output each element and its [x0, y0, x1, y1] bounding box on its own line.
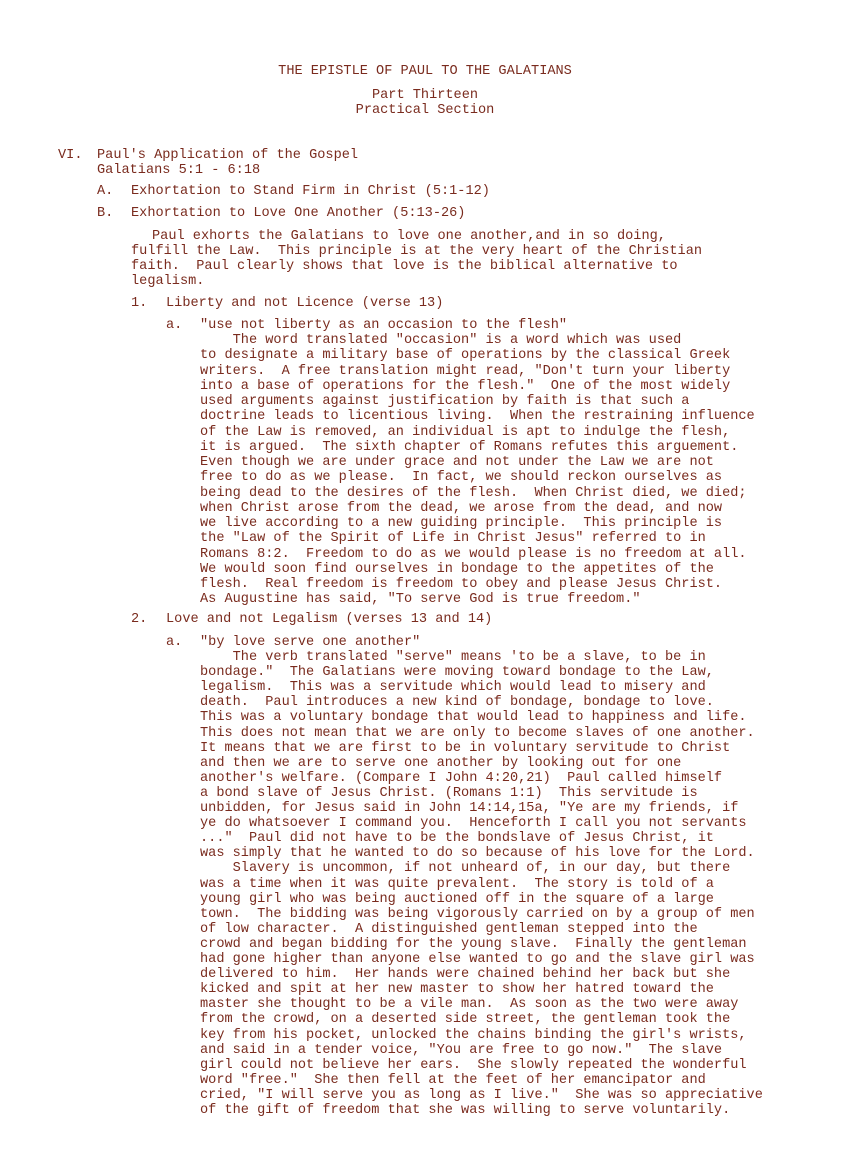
point1-number: 1.	[131, 296, 148, 311]
body-line: As Augustine has said, "To serve God is true freedom."	[200, 592, 641, 608]
body-line: to designate a military base of operations by the classical Greek	[200, 348, 731, 364]
outline-b-text: Exhortation to Love One Another (5:13-26)	[131, 206, 466, 221]
body-line: kicked and spit at her new master to show her hatred toward the	[200, 982, 714, 998]
point1-title: Liberty and not Licence (verse 13)	[166, 296, 444, 311]
body-line: girl could not believe her ears. She slowly repeated the wonderful	[200, 1057, 747, 1073]
point1-sub-quote: "use not liberty as an occasion to the flesh"	[200, 318, 568, 333]
intro-line: faith. Paul clearly shows that love is the biblical alternative to	[131, 259, 678, 274]
body-line: ye do whatsoever I command you. Henceforth I call you not servants	[200, 816, 747, 832]
outline-roman-number: VI.	[58, 148, 83, 163]
body-line: doctrine leads to licentious living. When the restraining influence	[200, 409, 755, 425]
body-line: of low character. A distinguished gentleman stepped into the	[200, 921, 698, 937]
body-line: was a time when it was quite prevalent. The story is told of a	[200, 876, 714, 892]
body-line: flesh. Real freedom is freedom to obey and please Jesus Christ.	[200, 577, 723, 592]
body-line: the "Law of the Spirit of Life in Christ Jesus" referred to in	[200, 531, 706, 547]
body-line: Slavery is uncommon, if not unheard of, in our day, but there	[200, 861, 731, 877]
body-line: word "free." She then fell at the feet of her emancipator and	[200, 1072, 706, 1088]
body-line: crowd and began bidding for the young slave. Finally the gentleman	[200, 936, 747, 952]
body-line: being dead to the desires of the flesh. When Christ died, we died;	[200, 485, 747, 501]
body-line: free to do as we please. In fact, we should reckon ourselves as	[200, 470, 723, 486]
body-line: This was a voluntary bondage that would lead to happiness and life.	[200, 710, 747, 726]
body-line: when Christ arose from the dead, we arose from the dead, and now	[200, 500, 723, 516]
section-heading: Practical Section	[355, 103, 495, 118]
body-line: It means that we are first to be in voluntary servitude to Christ	[200, 740, 731, 756]
document-title: THE EPISTLE OF PAUL TO THE GALATIANS	[278, 64, 572, 79]
outline-roman-title: Paul's Application of the Gospel	[97, 148, 359, 163]
body-line: was simply that he wanted to do so because of his love for the Lord.	[200, 846, 755, 862]
body-line: unbidden, for Jesus said in John 14:14,15a, "Ye are my friends, if	[200, 801, 739, 816]
intro-line: legalism.	[131, 274, 205, 289]
body-line: Romans 8:2. Freedom to do as we would please is no freedom at all.	[200, 546, 747, 562]
body-line: another's welfare. (Compare I John 4:20,21) Paul called himself	[200, 770, 723, 786]
body-line: young girl who was being auctioned off in the square of a large	[200, 891, 714, 907]
point2-sub-label: a.	[166, 635, 183, 650]
body-line: bondage." The Galatians were moving toward bondage to the Law,	[200, 665, 714, 681]
point1-sub-label: a.	[166, 318, 183, 333]
outline-b-label: B.	[97, 206, 114, 221]
body-line: This does not mean that we are only to become slaves of one another.	[200, 725, 755, 741]
body-line: of the gift of freedom that she was willing to serve voluntarily.	[200, 1103, 731, 1118]
body-line: ..." Paul did not have to be the bondslave of Jesus Christ, it	[200, 831, 714, 847]
body-line: Even though we are under grace and not under the Law we are not	[200, 455, 714, 470]
body-line: master she thought to be a vile man. As soon as the two were away	[200, 997, 739, 1013]
body-line: and said in a tender voice, "You are free to go now." The slave	[200, 1042, 723, 1058]
body-line: delivered to him. Her hands were chained behind her back but she	[200, 967, 731, 983]
body-line: key from his pocket, unlocked the chains binding the girl's wrists,	[200, 1027, 747, 1043]
part-heading: Part Thirteen	[371, 88, 479, 103]
body-line: had gone higher than anyone else wanted to go and the slave girl was	[200, 952, 755, 967]
intro-line: fulfill the Law. This principle is at the very heart of the Christian	[131, 244, 703, 259]
body-line: into a base of operations for the flesh." One of the most widely	[200, 378, 731, 394]
body-line: it is argued. The sixth chapter of Romans refutes this arguement.	[200, 439, 739, 455]
outline-a-label: A.	[97, 184, 114, 199]
body-line: legalism. This was a servitude which would lead to misery and	[200, 680, 706, 696]
outline-a-text: Exhortation to Stand Firm in Christ (5:1-12)	[131, 184, 490, 199]
intro-line: Paul exhorts the Galatians to love one another,and in so doing,	[152, 229, 666, 244]
body-line: We would soon find ourselves in bondage to the appetites of the	[200, 561, 714, 577]
point2-title: Love and not Legalism (verses 13 and 14)	[166, 612, 493, 627]
point2-sub-quote: "by love serve one another"	[200, 635, 421, 650]
body-line: of the Law is removed, an individual is apt to indulge the flesh,	[200, 424, 731, 440]
body-line: The verb translated "serve" means 'to be a slave, to be in	[200, 650, 706, 665]
body-line: used arguments against justification by faith is that such a	[200, 394, 690, 409]
body-line: death. Paul introduces a new kind of bondage, bondage to love.	[200, 695, 714, 711]
body-line: writers. A free translation might read, "Don't turn your liberty	[200, 363, 731, 379]
body-line: we live according to a new guiding principle. This principle is	[200, 516, 723, 531]
outline-roman-reference: Galatians 5:1 - 6:18	[97, 163, 261, 178]
body-line: The word translated "occasion" is a word which was used	[200, 333, 682, 348]
body-line: from the crowd, on a deserted side street, the gentleman took the	[200, 1012, 731, 1028]
body-line: town. The bidding was being vigorously carried on by a group of men	[200, 906, 755, 922]
body-line: a bond slave of Jesus Christ. (Romans 1:1) This servitude is	[200, 785, 698, 801]
body-line: cried, "I will serve you as long as I live." She was so appreciative	[200, 1087, 763, 1103]
body-line: and then we are to serve one another by looking out for one	[200, 755, 682, 771]
point2-number: 2.	[131, 612, 148, 627]
